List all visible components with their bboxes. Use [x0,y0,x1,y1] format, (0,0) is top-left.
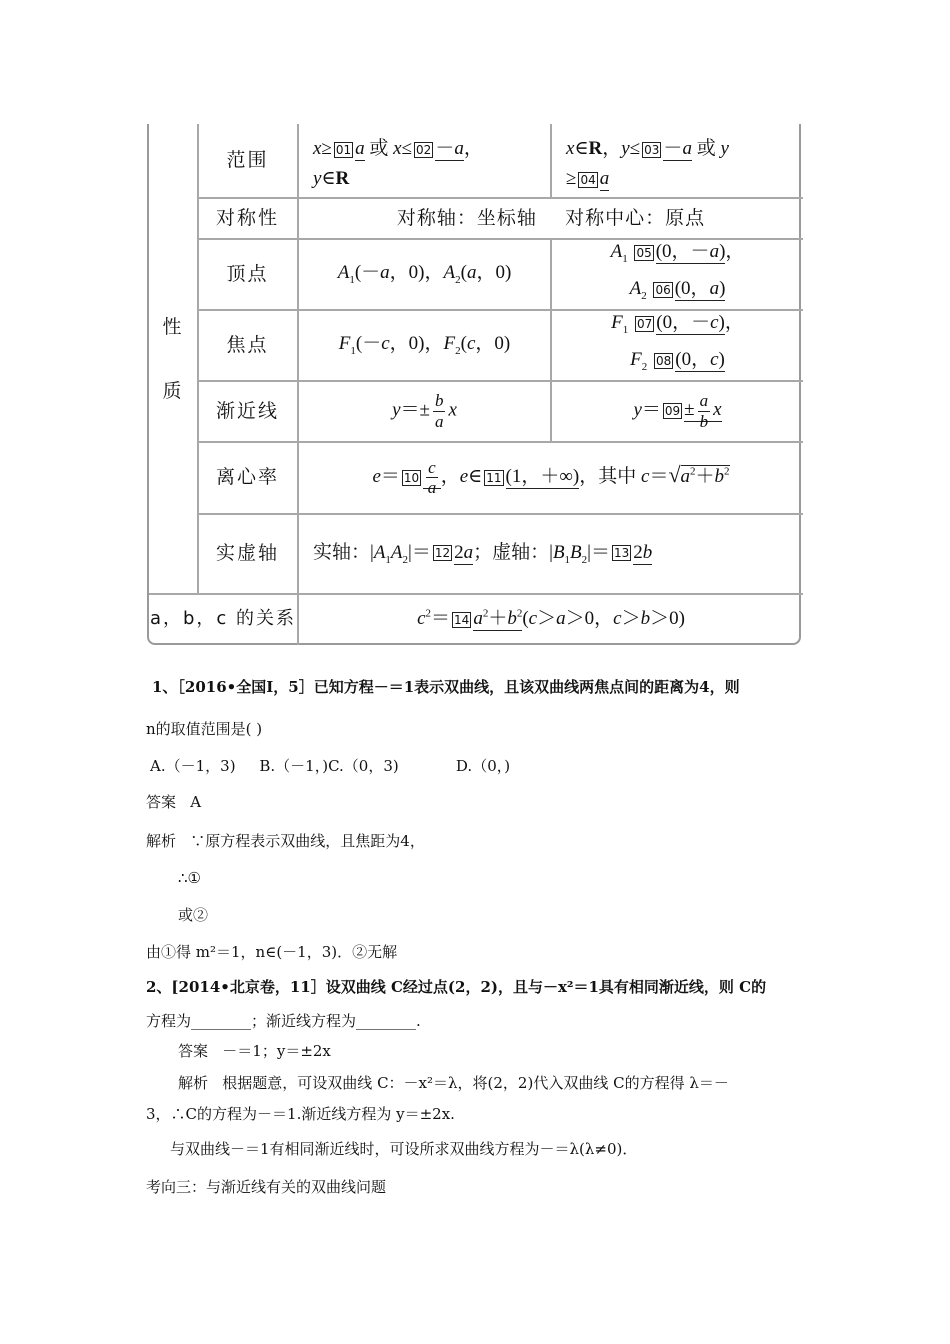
q1-analysis: 解析 ∵原方程表示双曲线，且焦距为4， [146,832,425,850]
row-label-symmetry: 对称性 [215,206,279,229]
relation-content: $c^2= 14$ $a^2+b^2(c>a>0$，c＞b＞0) [417,607,685,630]
box-label: 07 [636,316,653,331]
box-label: 04 [580,172,596,187]
q1-step1: ∴① [178,869,201,887]
q1-stem-line1: 1、［2016•全国Ⅰ，5］已知方程－＝1表示双曲线，且该双曲线两焦点间的距离为4，则 [152,678,740,696]
box-label: 05 [636,245,652,260]
asymptote-cell-x-axis: y＝± $\frac{b}{a}$ x [392,390,457,431]
box-label: 13 [613,546,630,561]
row-label-asymptote: 渐近线 [215,399,279,422]
axes-content: 实轴：$|A_1A_2|= 12$ 2a；虚轴：$|B_1B_2|= 13$ 2b [313,541,653,566]
q2-analysis-line1: 解析 根据题意，可设双曲线 C：－x²＝λ，将(2，2)代入双曲线 C的方程得 λ＝－ [178,1074,729,1092]
focus-cell-x-axis: $F_1(-c$，0)，$F_2(c$，0) [338,333,511,358]
focus-cell-y-axis: $F_1$ 07 (0，－c)， $F_2$ 08 (0，c) [611,312,744,373]
eccentricity-content: e＝ 10 $\frac{c}{a}$ ，e∈ 11 (1，＋∞)，其中 $c=√a^2+b^2$ [372,457,730,498]
box-label: 12 [434,546,451,561]
q2-answer: 答案 －＝1；y＝±2x [178,1042,331,1060]
vertex-cell-x-axis: $A_1(-a$，0)，$A_2(a$，0) [337,262,512,287]
q2-stem-line1: 2、[2014•北京卷，11］设双曲线 C经过点(2，2)，且与－x²＝1具有相同渐近线，则 C的 [146,978,767,996]
q1-step2: 或② [178,906,209,924]
row-label-relation: a，b，c 的关系 [149,608,297,630]
q2-note: 与双曲线－＝1有相同渐近线时，可设所求双曲线方程为－＝λ(λ≠0)． [170,1140,638,1158]
group-label-char-1: 性 [162,316,184,338]
box-label: 09 [664,404,681,418]
q1-answer: 答案 A [146,793,202,811]
box-label: 01 [335,142,352,157]
q1-options: A.（－1，3) B.（－1，)C.（0，3) D.（0，) [150,757,511,775]
q1-conclusion: 由①得 m²＝1，n∈(－1，3)．②无解 [146,943,398,961]
q2-stem-line2: 方程为________；渐近线方程为________. [146,1012,421,1030]
vertex-cell-y-axis: $A_1$ 05 (0，－a)， $A_2$ 06 (0，a) [610,241,745,302]
box-label: 14 [454,612,470,627]
row-label-focus: 焦点 [226,333,269,356]
hyperbola-properties-table [147,124,801,645]
box-label: 08 [655,353,672,368]
box-label: 02 [416,142,432,157]
row-label-axes: 实虚轴 [215,542,279,565]
symmetry-content: 对称轴：坐标轴 对称中心：原点 [396,206,706,229]
asymptote-cell-y-axis: y＝ 09 ± $\frac{a}{b}$ x [633,390,722,431]
box-label: 10 [403,470,420,485]
row-label-eccentricity: 离心率 [215,466,279,489]
range-cell-y-axis: x∈R，y≤ 03 －a 或 y ≥ 04 a [566,138,729,189]
row-label-range: 范围 [226,149,269,172]
q2-analysis-line2: 3，∴C的方程为－＝1.渐近线方程为 y＝±2x. [146,1105,455,1123]
box-label: 06 [655,282,671,297]
box-label: 11 [486,470,502,485]
section-heading: 考向三：与渐近线有关的双曲线问题 [146,1178,387,1196]
box-label: 03 [644,142,660,157]
range-cell-x-axis: x≥ 01 a 或 x≤ 02 －a， y∈R [313,138,483,189]
row-label-vertex: 顶点 [226,262,269,285]
q1-stem-line2: n的取值范围是( ) [146,720,263,738]
group-label-char-2: 质 [162,380,184,402]
group-label [149,304,197,414]
